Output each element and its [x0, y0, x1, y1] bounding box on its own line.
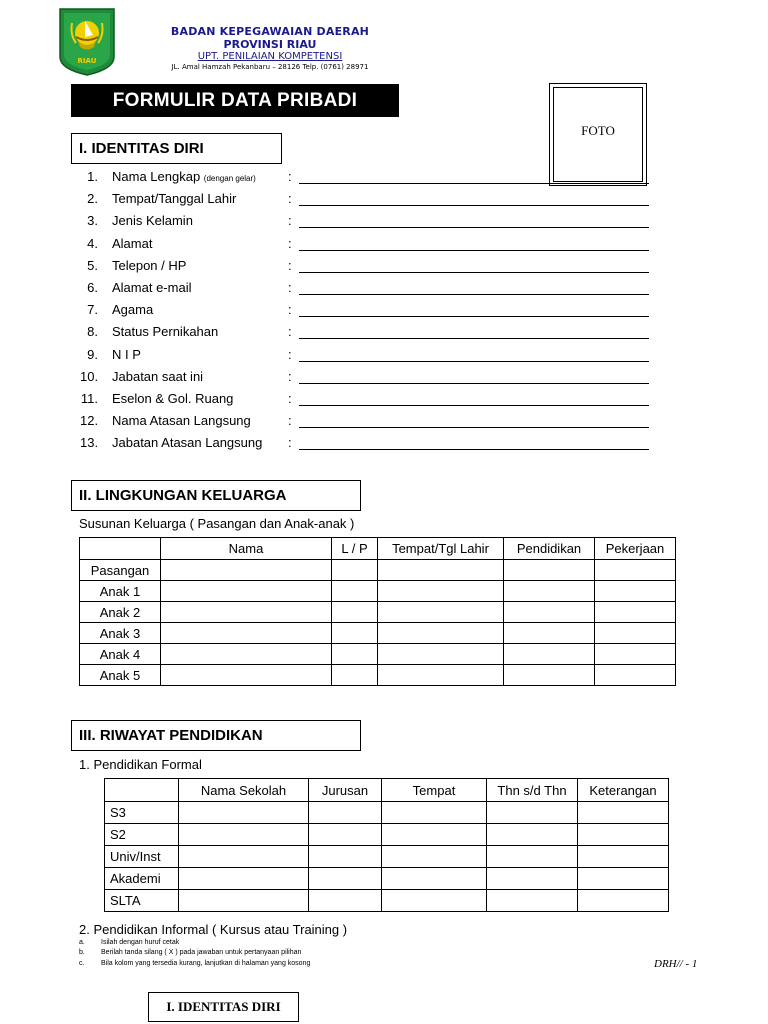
colon: : — [288, 191, 292, 206]
section-keluarga-title: II. LINGKUNGAN KELUARGA — [71, 480, 361, 511]
row-number: 10. — [80, 369, 99, 384]
family-subtitle: Susunan Keluarga ( Pasangan dan Anak-anak ) — [79, 516, 355, 531]
column-header: Pekerjaan — [595, 538, 676, 560]
table-cell[interactable] — [179, 890, 309, 912]
colon: : — [288, 413, 292, 428]
table-row — [80, 665, 676, 686]
field-label: Eselon & Gol. Ruang — [112, 391, 234, 406]
column-header: Jurusan — [309, 779, 382, 802]
table-cell[interactable] — [161, 560, 332, 581]
fill-in-line[interactable] — [299, 183, 649, 184]
table-cell[interactable] — [378, 623, 504, 644]
table-cell[interactable] — [595, 665, 676, 686]
field-label: Jenis Kelamin — [112, 213, 193, 228]
colon: : — [288, 302, 292, 317]
row-label: Anak 5 — [80, 665, 161, 686]
column-header: Thn s/d Thn — [487, 779, 578, 802]
row-label: SLTA — [105, 890, 179, 912]
table-cell[interactable] — [595, 560, 676, 581]
table-cell[interactable] — [332, 581, 378, 602]
row-number: 4. — [87, 236, 98, 251]
column-header: Pendidikan — [504, 538, 595, 560]
row-number: 11. — [80, 391, 98, 406]
field-label: Jabatan saat ini — [112, 369, 204, 384]
table-cell[interactable] — [382, 846, 487, 868]
colon: : — [288, 369, 292, 384]
table-row — [105, 846, 669, 868]
column-header — [80, 538, 161, 560]
column-header: Nama — [161, 538, 332, 560]
colon: : — [288, 324, 292, 339]
table-cell[interactable] — [595, 602, 676, 623]
table-cell[interactable] — [504, 581, 595, 602]
table-row — [80, 644, 676, 665]
table-row — [80, 581, 676, 602]
row-label: S2 — [105, 824, 179, 846]
table-row — [105, 802, 669, 824]
table-cell[interactable] — [378, 665, 504, 686]
table-cell[interactable] — [378, 644, 504, 665]
field-label: Alamat — [112, 236, 153, 251]
fill-in-line[interactable] — [299, 316, 649, 317]
table-row — [105, 868, 669, 890]
colon: : — [288, 236, 292, 251]
table-cell[interactable] — [332, 665, 378, 686]
org-unit: UPT. PENILAIAN KOMPETENSI — [197, 51, 343, 62]
next-section-title: I. IDENTITAS DIRI — [148, 992, 299, 1022]
section-pendidikan-title: III. RIWAYAT PENDIDIKAN — [71, 720, 361, 751]
table-header-row — [80, 538, 676, 560]
org-name: BADAN KEPEGAWAIAN DAERAH — [170, 25, 370, 38]
table-cell[interactable] — [161, 602, 332, 623]
table-cell[interactable] — [332, 560, 378, 581]
colon: : — [288, 169, 292, 184]
table-cell[interactable] — [382, 868, 487, 890]
education-table — [104, 778, 669, 912]
colon: : — [288, 280, 292, 295]
table-cell[interactable] — [578, 824, 669, 846]
table-cell[interactable] — [595, 623, 676, 644]
row-label: Akademi — [105, 868, 179, 890]
table-cell[interactable] — [378, 602, 504, 623]
table-cell[interactable] — [504, 623, 595, 644]
riau-province-emblem-icon — [58, 7, 116, 77]
row-number: 3. — [87, 213, 98, 228]
column-header: Nama Sekolah — [179, 779, 309, 802]
logo-text: RIAU — [77, 57, 97, 65]
table-cell[interactable] — [378, 581, 504, 602]
fill-in-line[interactable] — [299, 250, 649, 251]
fill-in-line[interactable] — [299, 227, 649, 228]
row-label: Anak 1 — [80, 581, 161, 602]
table-cell[interactable] — [309, 890, 382, 912]
row-label: Anak 2 — [80, 602, 161, 623]
table-cell[interactable] — [179, 802, 309, 824]
field-label: Alamat e-mail — [112, 280, 192, 295]
table-cell[interactable] — [179, 824, 309, 846]
field-label: Status Pernikahan — [112, 324, 219, 339]
row-number: 8. — [87, 324, 98, 339]
row-label: S3 — [105, 802, 179, 824]
table-cell[interactable] — [487, 890, 578, 912]
row-number: 7. — [87, 302, 98, 317]
table-cell[interactable] — [487, 846, 578, 868]
fill-in-line[interactable] — [299, 361, 649, 362]
table-cell[interactable] — [332, 623, 378, 644]
row-number: 13. — [80, 435, 99, 450]
table-cell[interactable] — [504, 665, 595, 686]
table-cell[interactable] — [578, 868, 669, 890]
table-cell[interactable] — [504, 602, 595, 623]
family-table — [79, 537, 676, 686]
org-address: JL. Amal Hamzah Pekanbaru – 28126 Telp. (0761) 28971 — [171, 63, 369, 71]
row-label: Anak 3 — [80, 623, 161, 644]
field-label: Jabatan Atasan Langsung — [112, 435, 263, 450]
form-title: FORMULIR DATA PRIBADI — [71, 84, 399, 117]
row-number: 2. — [87, 191, 98, 206]
table-row — [80, 560, 676, 581]
field-label: Telepon / HP — [112, 258, 187, 273]
colon: : — [288, 213, 292, 228]
table-cell[interactable] — [332, 602, 378, 623]
table-cell[interactable] — [309, 868, 382, 890]
table-cell[interactable] — [382, 890, 487, 912]
field-label: Tempat/Tanggal Lahir — [112, 191, 237, 206]
table-cell[interactable] — [179, 868, 309, 890]
photo-box — [549, 83, 647, 186]
table-cell[interactable] — [504, 560, 595, 581]
table-row — [80, 623, 676, 644]
field-label: Nama Lengkap (dengan gelar) — [112, 169, 256, 184]
table-cell[interactable] — [309, 802, 382, 824]
table-cell[interactable] — [161, 665, 332, 686]
column-header — [105, 779, 179, 802]
fill-in-line[interactable] — [299, 205, 649, 206]
table-cell[interactable] — [578, 890, 669, 912]
table-cell[interactable] — [378, 560, 504, 581]
column-header: L / P — [332, 538, 378, 560]
row-number: 1. — [87, 169, 98, 184]
row-label: Pasangan — [80, 560, 161, 581]
table-header-row — [105, 779, 669, 802]
page-code: DRH// - 1 — [654, 958, 698, 970]
informal-education-label: 2. Pendidikan Informal ( Kursus atau Training ) — [79, 922, 348, 937]
fill-in-line[interactable] — [299, 427, 649, 428]
fill-in-line[interactable] — [299, 338, 649, 339]
row-number: 6. — [87, 280, 98, 295]
fill-in-line[interactable] — [299, 383, 649, 384]
column-header: Tempat — [382, 779, 487, 802]
fill-in-line[interactable] — [299, 449, 649, 450]
table-cell[interactable] — [595, 581, 676, 602]
photo-label: FOTO — [581, 123, 615, 138]
table-cell[interactable] — [161, 644, 332, 665]
row-label: Anak 4 — [80, 644, 161, 665]
table-cell[interactable] — [332, 644, 378, 665]
table-cell[interactable] — [382, 824, 487, 846]
row-number: 12. — [80, 413, 99, 428]
fill-in-line[interactable] — [299, 272, 649, 273]
table-row — [105, 824, 669, 846]
colon: : — [288, 391, 292, 406]
column-header: Keterangan — [578, 779, 669, 802]
column-header: Tempat/Tgl Lahir — [378, 538, 504, 560]
fill-in-line[interactable] — [299, 405, 649, 406]
org-province: PROVINSI RIAU — [223, 38, 317, 51]
row-number: 9. — [87, 347, 98, 362]
formal-education-label: 1. Pendidikan Formal — [79, 757, 202, 772]
table-cell[interactable] — [487, 802, 578, 824]
table-cell[interactable] — [504, 644, 595, 665]
table-row — [105, 890, 669, 912]
row-label: Univ/Inst — [105, 846, 179, 868]
table-cell[interactable] — [161, 581, 332, 602]
field-label: Agama — [112, 302, 154, 317]
table-cell[interactable] — [578, 802, 669, 824]
field-label: N I P — [112, 347, 141, 362]
table-cell[interactable] — [578, 846, 669, 868]
note-item: a. Isilah dengan huruf cetak — [79, 939, 180, 946]
field-label: Nama Atasan Langsung — [112, 413, 251, 428]
table-cell[interactable] — [487, 824, 578, 846]
colon: : — [288, 258, 292, 273]
table-cell[interactable] — [487, 868, 578, 890]
field-note: (dengan gelar) — [203, 174, 256, 183]
table-cell[interactable] — [309, 824, 382, 846]
colon: : — [288, 435, 292, 450]
section-identitas-title: I. IDENTITAS DIRI — [71, 133, 282, 164]
row-number: 5. — [87, 258, 98, 273]
table-row — [80, 602, 676, 623]
note-item: b. Berilah tanda silang ( X ) pada jawaban untuk pertanyaan pilihan — [79, 949, 302, 956]
fill-in-line[interactable] — [299, 294, 649, 295]
colon: : — [288, 347, 292, 362]
table-cell[interactable] — [309, 846, 382, 868]
table-cell[interactable] — [179, 846, 309, 868]
note-item: c. Bila kolom yang tersedia kurang, lanjutkan di halaman yang kosong — [79, 960, 311, 967]
table-cell[interactable] — [382, 802, 487, 824]
table-cell[interactable] — [595, 644, 676, 665]
table-cell[interactable] — [161, 623, 332, 644]
